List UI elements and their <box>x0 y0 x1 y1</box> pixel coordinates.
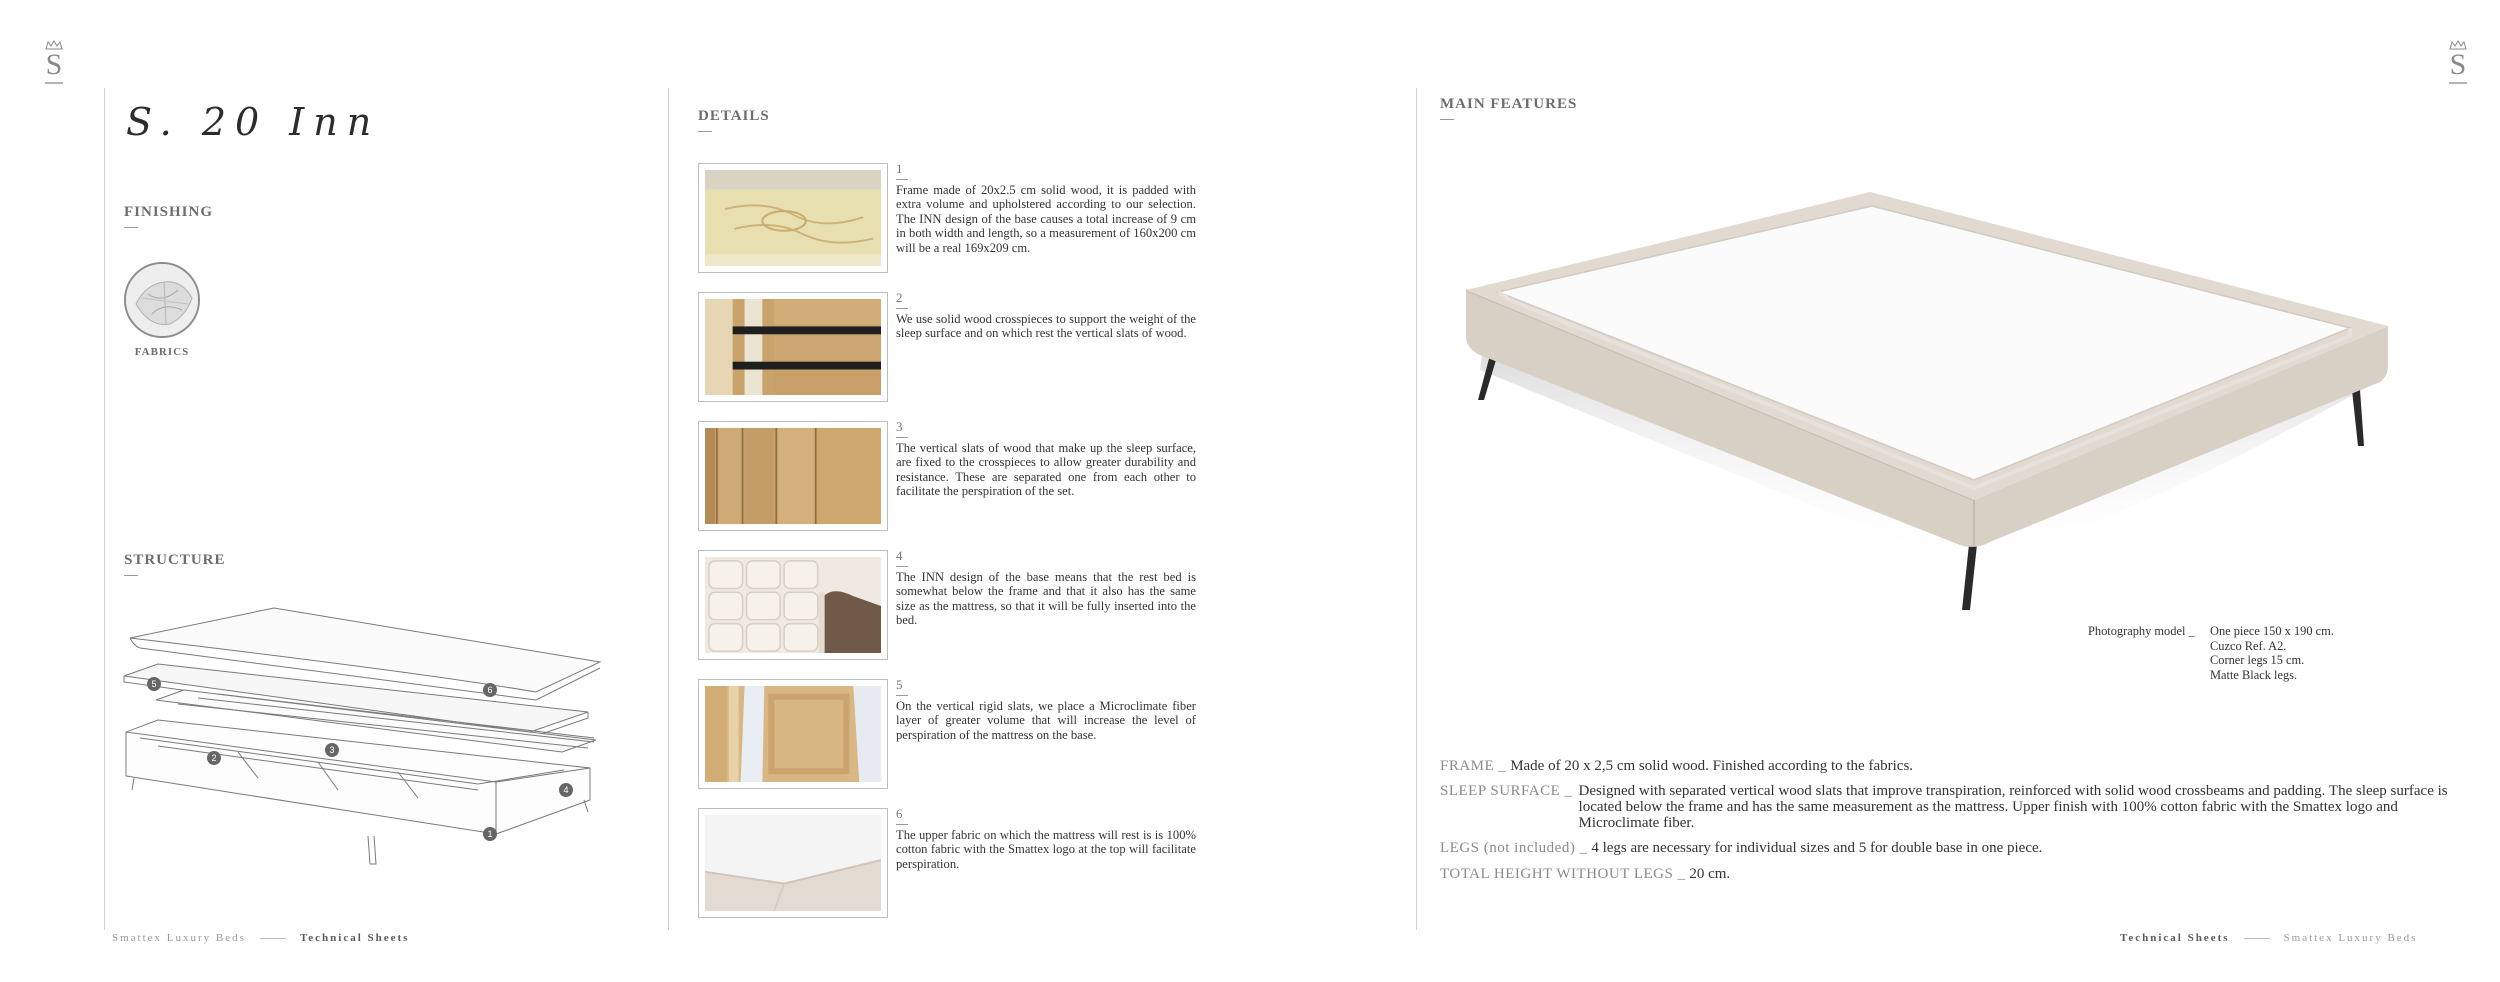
photo-model-line: One piece 150 x 190 cm. <box>2210 624 2334 638</box>
feature-legs <box>1440 840 2042 856</box>
callout-2-label: 2 <box>211 753 217 763</box>
detail-photo-frame[interactable] <box>698 679 888 789</box>
footer-brand: Smattex Luxury Beds <box>112 932 246 944</box>
detail-item <box>698 421 1198 531</box>
divider-right <box>1416 88 1417 930</box>
detail-item <box>698 163 1198 273</box>
detail-number: 1 <box>896 161 908 180</box>
photo-model-label: Photography model _ <box>2088 624 2195 638</box>
logo-underline <box>2449 82 2467 84</box>
cotton-fabric-photo <box>705 815 881 911</box>
divider-middle <box>668 88 669 930</box>
fabric-swatch[interactable] <box>124 262 200 338</box>
brand-logo-left <box>42 40 66 84</box>
feature-sleep-value: Designed with separated vertical wood slats that improve transpiration, reinforced with solid wood crossbeams and padding. The sleep surface is located below the frame and has the same measurement as the mattress. Upper finish with 100% cotton fabric with the Smattex logo and Microclimate fiber. <box>1578 783 2448 831</box>
microclimate-fiber-photo <box>705 686 881 782</box>
detail-photo-frame[interactable] <box>698 808 888 918</box>
feature-frame-key: FRAME _ <box>1440 758 1507 774</box>
photo-model-line: Cuzco Ref. A2. <box>2210 638 2287 653</box>
main-features-heading: MAIN FEATURES <box>1440 96 1577 120</box>
logo-underline <box>45 82 63 84</box>
callout-1-label: 1 <box>487 829 493 839</box>
detail-photo-frame[interactable] <box>698 421 888 531</box>
photo-model-line: Corner legs 15 cm. <box>2210 653 2305 667</box>
wood-frame-photo <box>705 170 881 266</box>
fabric-sample-image <box>126 264 200 338</box>
detail-photo-frame[interactable] <box>698 163 888 273</box>
details-heading: DETAILS <box>698 108 770 132</box>
feature-legs-value: 4 legs are necessary for individual sizes and 5 for double base in one piece. <box>1591 840 2043 856</box>
detail-item <box>698 808 1198 918</box>
footer-dash <box>2244 938 2270 939</box>
structure-exploded-diagram <box>118 600 608 900</box>
logo-letter: S <box>45 48 63 81</box>
detail-item <box>698 679 1198 789</box>
feature-frame-value: Made of 20 x 2,5 cm solid wood. Finished according to the fabrics. <box>1510 758 1914 774</box>
feature-frame <box>1440 758 1913 774</box>
detail-number: 4 <box>896 548 908 567</box>
brand-logo-right <box>2446 40 2470 84</box>
structure-heading: STRUCTURE <box>124 552 226 576</box>
feature-height <box>1440 866 1730 882</box>
detail-text: Frame made of 20x2.5 cm solid wood, it is padded with extra volume and upholstered according to our selection. The INN design of the base causes a total increase of 9 cm in both width and length, so a measurement of 160x200 cm will be a real 169x209 cm. <box>896 183 1196 255</box>
feature-sleep-key: SLEEP SURFACE _ <box>1440 783 1573 799</box>
logo-letter: S <box>2449 48 2467 81</box>
feature-sleep-surface <box>1440 783 2450 831</box>
feature-height-value: 20 cm. <box>1689 866 1731 882</box>
detail-text: The vertical slats of wood that make up the sleep surface, are fixed to the crosspieces to allow greater durability and resistance. These are separated one from each other to facilitate the perspiration of the set. <box>896 441 1196 499</box>
vertical-slats-photo <box>705 428 881 524</box>
detail-number: 2 <box>896 290 908 309</box>
detail-number: 5 <box>896 677 908 696</box>
divider-left <box>104 88 105 930</box>
detail-text: On the vertical rigid slats, we place a Microclimate fiber layer of greater volume that will increase the level of perspiration of the mattress on the base. <box>896 699 1196 742</box>
photo-model-line: Matte Black legs. <box>2210 667 2298 682</box>
page-title: S. 20 Inn <box>126 100 381 144</box>
feature-legs-key: LEGS (not included) _ <box>1440 840 1588 856</box>
fabric-caption: FABRICS <box>134 346 190 358</box>
callout-3-label: 3 <box>329 745 335 755</box>
callout-4-label: 4 <box>563 785 569 795</box>
footer-brand: Smattex Luxury Beds <box>2283 932 2418 944</box>
callout-6-label: 6 <box>487 685 493 695</box>
footer-dash <box>260 938 286 939</box>
detail-item <box>698 292 1198 402</box>
detail-photo-frame[interactable] <box>698 292 888 402</box>
footer-section: Technical Sheets <box>2120 932 2230 944</box>
inn-design-photo <box>705 557 881 653</box>
footer-right <box>2120 932 2417 944</box>
feature-height-key: TOTAL HEIGHT WITHOUT LEGS _ <box>1440 866 1686 882</box>
footer-section: Technical Sheets <box>299 932 410 944</box>
crosspieces-photo <box>705 299 881 395</box>
photo-model-values <box>2210 624 2334 682</box>
footer-left <box>112 932 409 944</box>
detail-photo-frame[interactable] <box>698 550 888 660</box>
detail-text: The upper fabric on which the mattress will rest is is 100% cotton fabric with the Smattex logo at the top will facilitate perspiration. <box>896 828 1196 871</box>
detail-text: We use solid wood crosspieces to support the weight of the sleep surface and on which rest the vertical slats of wood. <box>896 312 1196 341</box>
callout-5-label: 5 <box>151 679 157 689</box>
detail-item <box>698 550 1198 660</box>
bed-base-photo <box>1450 150 2400 630</box>
detail-number: 3 <box>896 419 908 438</box>
finishing-heading: FINISHING <box>124 204 213 228</box>
detail-number: 6 <box>896 806 908 825</box>
detail-text: The INN design of the base means that the rest bed is somewhat below the frame and that it also has the same size as the mattress, so that it will be fully inserted into the bed. <box>896 570 1196 628</box>
